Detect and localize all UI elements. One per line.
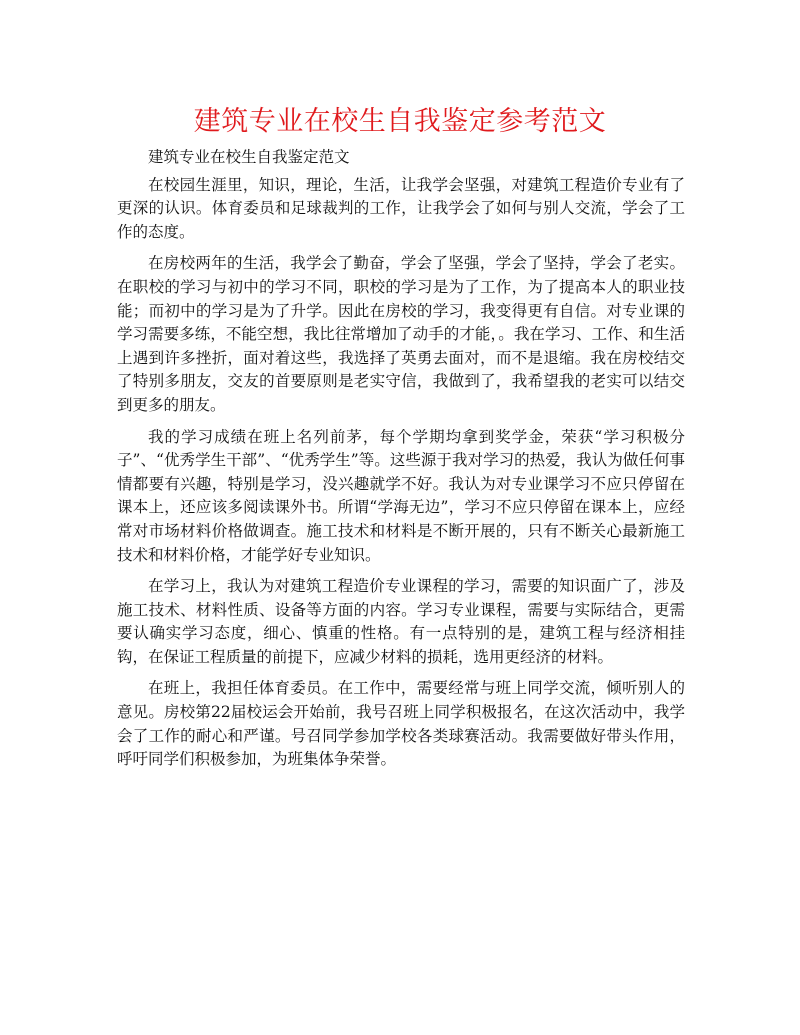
paragraph-grades: 我的学习成绩在班上名列前茅，每个学期均拿到奖学金，荣获“学习积极分子”、“优秀学生干部”、“优秀学生”等。这些源于我对学习的热爱，我认为做任何事情都要有兴趣，特别是学习，没兴趣就学不好。我认为对专业课学习不应只停留在课本上，还应该多阅读课外书。所谓“学海无边”，学习不应只停留在课本上，应经常对市场材料价格做调查。施工技术和材料是不断开展的，只有不断关心最新施工技术和材料价格，才能学好专业知识。 [117, 427, 685, 564]
paragraph-study: 在学习上，我认为对建筑工程造价专业课程的学习，需要的知识面广了，涉及施工技术、材料性质、设备等方面的内容。学习专业课程，需要与实际结合，更需要认确实学习态度，细心、慎重的性格。有一点特别的是，建筑工程与经济相挂钩，在保证工程质量的前提下，应减少材料的损耗，选用更经济的材料。 [117, 577, 685, 666]
document-body [117, 146, 685, 780]
document-title: 建筑专业在校生自我鉴定参考范文 [193, 106, 607, 137]
paragraph-two-years: 在房校两年的生活，我学会了勤奋，学会了坚强，学会了坚持，学会了老实。在职校的学习与初中的学习不同，职校的学习是为了工作，为了提高本人的职业技能；而初中的学习是为了升学。因此在房校的学习，我变得更有自信。对专业课的学习需要多练，不能空想，我比往常增加了动手的才能，。我在学习、工作、和生活上遇到许多挫折，面对着这些，我选择了英勇去面对，而不是退缩。我在房校结交了特别多朋友，交友的首要原则是老实守信，我做到了，我希望我的老实可以结交到更多的朋友。 [117, 254, 685, 414]
document-subtitle: 建筑专业在校生自我鉴定范文 [148, 148, 350, 166]
paragraph-campus-life: 在校园生涯里，知识，理论，生活，让我学会坚强，对建筑工程造价专业有了更深的认识。体育委员和足球裁判的工作，让我学会了如何与别人交流，学会了工作的态度。 [117, 175, 685, 241]
paragraph-class-duty: 在班上，我担任体育委员。在工作中，需要经常与班上同学交流，倾听别人的意见。房校第22届校运会开始前，我号召班上同学积极报名，在这次活动中，我学会了工作的耐心和严谨。号召同学参加学校各类球赛活动。我需要做好带头作用，呼吁同学们积极参加，为班集体争荣誉。 [117, 679, 685, 769]
